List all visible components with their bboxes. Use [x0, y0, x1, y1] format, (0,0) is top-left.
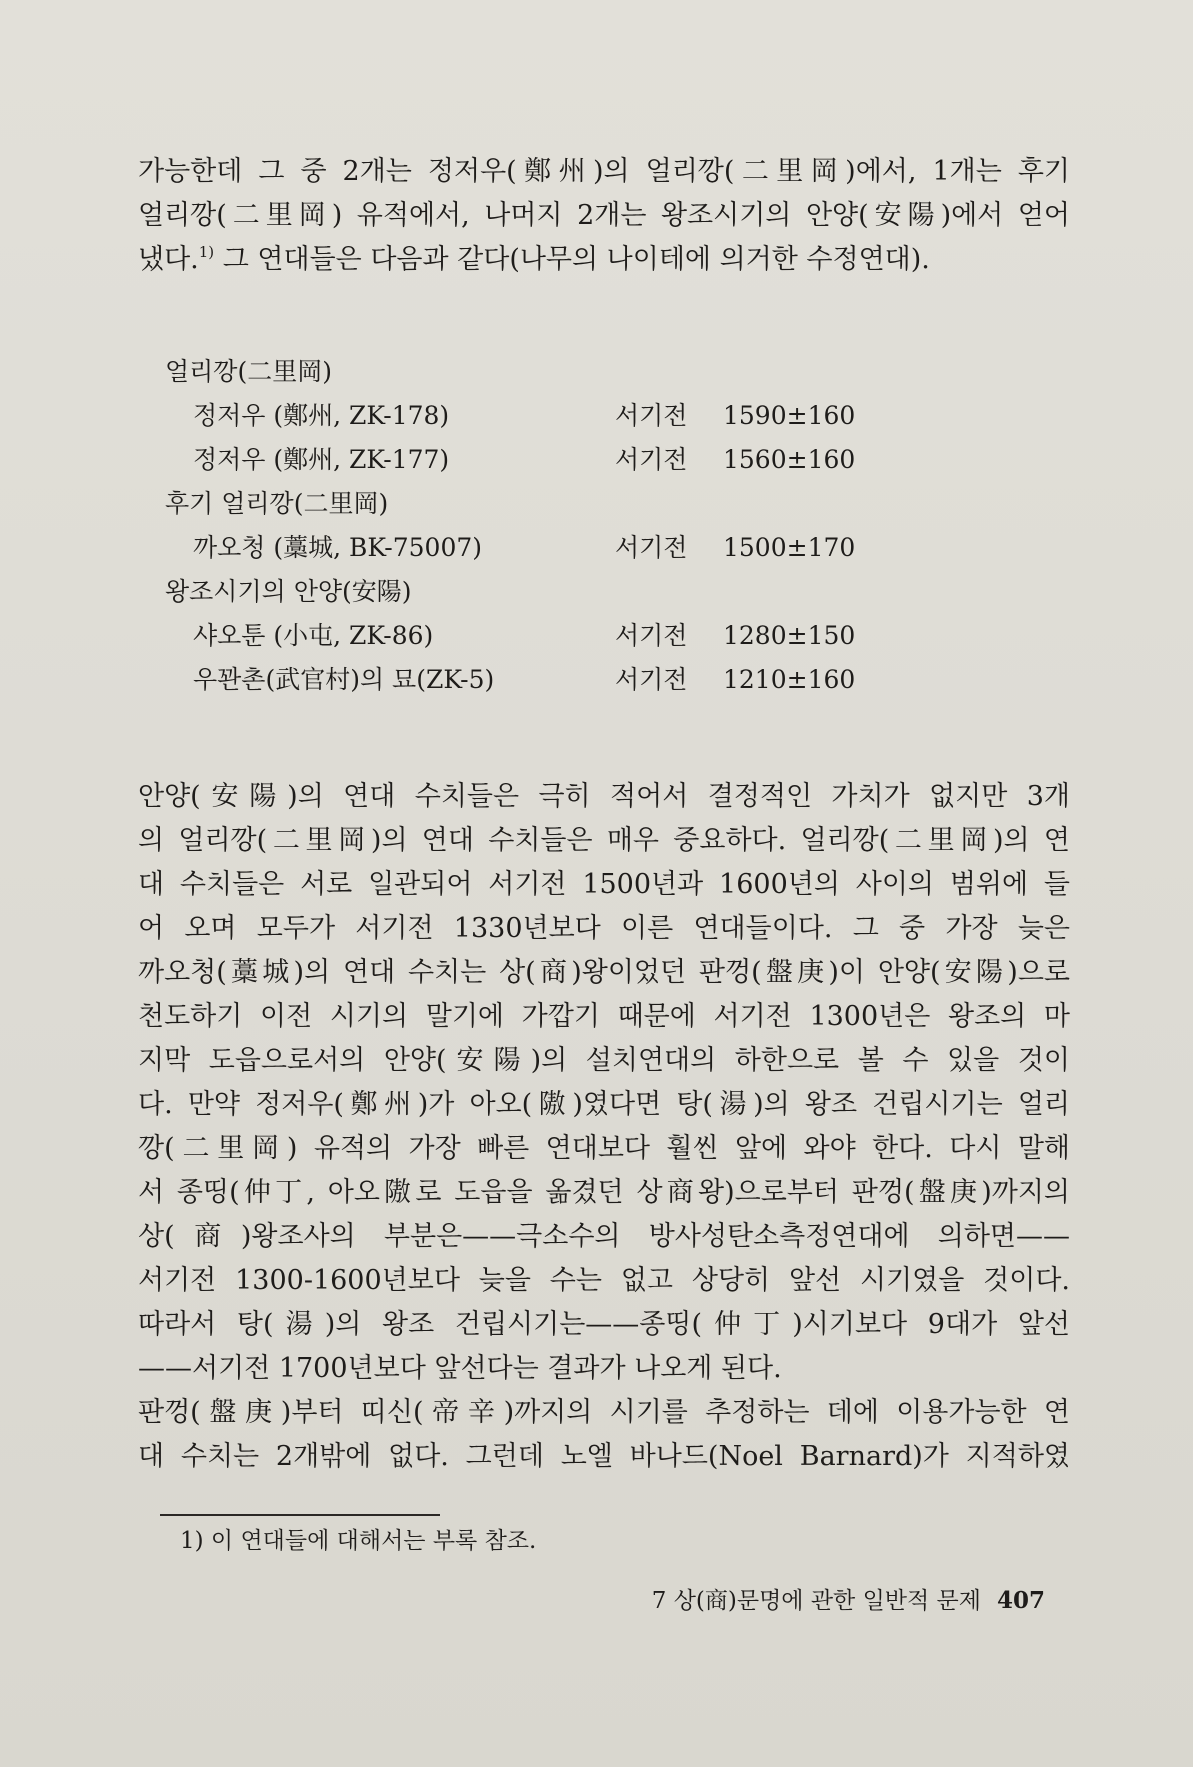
footnote — [180, 1523, 536, 1559]
era-label: 서기전 — [615, 401, 688, 430]
paragraph-line: 의 얼리깡(二里岡)의 연대 수치들은 매우 중요하다. 얼리깡(二里岡)의 연 — [138, 825, 1070, 856]
paragraph-line: 서기전 1300-1600년보다 늦을 수는 없고 상당히 앞선 시기였을 것이다. — [138, 1265, 1070, 1296]
date-value: 1590±160 — [723, 401, 856, 430]
sample-site: 정저우 (鄭州, ZK-178) — [193, 401, 450, 430]
paragraph-line: 다. 만약 정저우(鄭州)가 아오(隞)였다면 탕(湯)의 왕조 건립시기는 얼리 — [138, 1089, 1070, 1120]
chapter-title: 7 상(商)문명에 관한 일반적 문제 — [651, 1588, 981, 1614]
paragraph-line: 따라서 탕(湯)의 왕조 건립시기는——종띵(仲丁)시기보다 9대가 앞선 — [138, 1309, 1070, 1340]
paragraph-line: 대 수치는 2개밖에 없다. 그런데 노엘 바나드(Noel Barnard)가 지적하였 — [138, 1441, 1070, 1472]
footnote-marker: 1) — [198, 243, 215, 261]
paragraph-line: 얼리깡(二里岡) 유적에서, 나머지 2개는 왕조시기의 안양(安陽)에서 얻어 — [138, 200, 1070, 231]
paragraph-line: 까오청(藁城)의 연대 수치는 상(商)왕이었던 판껑(盤庚)이 안양(安陽)으로 — [138, 957, 1070, 988]
era-label: 서기전 — [615, 621, 688, 650]
date-row — [165, 394, 855, 438]
sample-site: 까오청 (藁城, BK-75007) — [193, 533, 483, 562]
site-group-heading: 왕조시기의 안양(安陽) — [165, 577, 412, 606]
intro-paragraph — [138, 150, 1070, 282]
body-paragraphs — [138, 775, 1070, 1479]
date-row — [165, 438, 855, 482]
paragraph-line-end: 그 연대들은 다음과 같다(나무의 나이테에 의거한 수정연대). — [222, 244, 930, 275]
paragraph-line: 판껑(盤庚)부터 띠신(帝辛)까지의 시기를 추정하는 데에 이용가능한 연 — [138, 1397, 1070, 1428]
era-label: 서기전 — [615, 665, 688, 694]
paragraph-line: 대 수치들은 서로 일관되어 서기전 1500년과 1600년의 사이의 범위에 들 — [138, 869, 1070, 900]
date-value: 1500±170 — [723, 533, 856, 562]
paragraph-line: 서 종띵(仲丁, 아오隞로 도읍을 옮겼던 상商왕)으로부터 판껑(盤庚)까지의 — [138, 1177, 1070, 1208]
date-row — [165, 526, 855, 570]
footnote-text: 이 연대들에 대해서는 부록 참조. — [210, 1528, 537, 1554]
site-group-heading: 얼리깡(二里岡) — [165, 357, 332, 386]
paragraph-line: 가능한데 그 중 2개는 정저우(鄭州)의 얼리깡(二里岡)에서, 1개는 후기 — [138, 156, 1070, 187]
paragraph-line: 깡(二里岡) 유적의 가장 빠른 연대보다 훨씬 앞에 와야 한다. 다시 말해 — [138, 1133, 1070, 1164]
sample-site: 샤오툰 (小屯, ZK-86) — [193, 621, 434, 650]
footnote-divider — [160, 1514, 440, 1516]
paragraph-line: 천도하기 이전 시기의 말기에 가깝기 때문에 서기전 1300년은 왕조의 마 — [138, 1001, 1070, 1032]
date-value: 1280±150 — [723, 621, 856, 650]
era-label: 서기전 — [615, 445, 688, 474]
date-row — [165, 658, 855, 702]
radiocarbon-dates-list — [165, 350, 855, 702]
running-footer — [652, 1583, 1045, 1619]
date-row — [165, 614, 855, 658]
sample-site: 우꽌촌(武官村)의 묘(ZK-5) — [193, 665, 495, 694]
paragraph-line-start: 냈다. — [138, 244, 199, 275]
paragraph-line: 상(商)왕조사의 부분은——극소수의 방사성탄소측정연대에 의하면—— — [138, 1221, 1070, 1252]
paragraph-line: 지막 도읍으로서의 안양(安陽)의 설치연대의 하한으로 볼 수 있을 것이 — [138, 1045, 1070, 1076]
sample-site: 정저우 (鄭州, ZK-177) — [193, 445, 450, 474]
footnote-number: 1) — [180, 1528, 204, 1554]
paragraph-line: 안양(安陽)의 연대 수치들은 극히 적어서 결정적인 가치가 없지만 3개 — [138, 781, 1070, 812]
page-number: 407 — [996, 1587, 1045, 1614]
paragraph-line: ——서기전 1700년보다 앞선다는 결과가 나오게 된다. — [138, 1353, 782, 1384]
date-value: 1560±160 — [723, 445, 856, 474]
paragraph-line — [138, 238, 1070, 282]
date-value: 1210±160 — [723, 665, 856, 694]
paragraph-line: 어 오며 모두가 서기전 1330년보다 이른 연대들이다. 그 중 가장 늦은 — [138, 913, 1070, 944]
site-group-heading: 후기 얼리깡(二里岡) — [165, 489, 389, 518]
era-label: 서기전 — [615, 533, 688, 562]
